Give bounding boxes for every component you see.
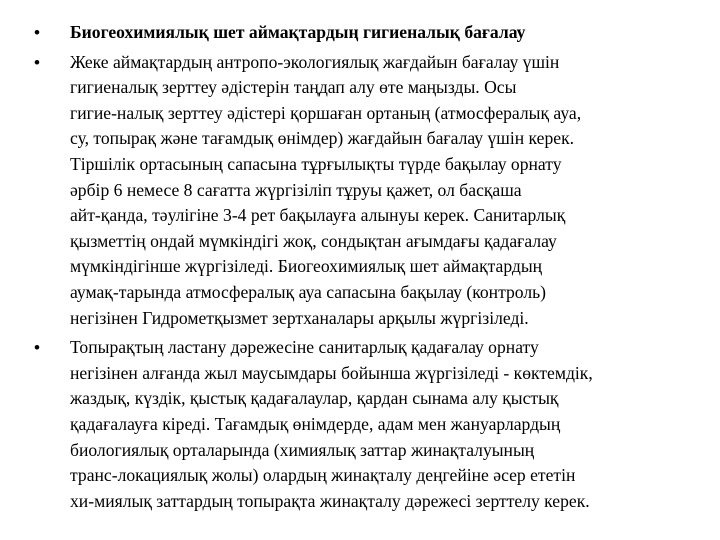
bullet-marker: • xyxy=(34,338,40,358)
bullet-item-title xyxy=(34,20,680,46)
bullet-item-assessment xyxy=(34,50,680,332)
bullet-list xyxy=(34,20,680,514)
bullet-marker: • xyxy=(34,52,40,72)
bullet-paragraph-text: Топырақтың ластану дәрежесіне санитарлық қадағалау орнату негізінен алғанда жыл маусымдары бойынша жүргізіледі - көктемдік, жаздық, күздік, қыстық қадағалаулар, қардан сынама алу қыстық қадағалауға кіреді. Тағамдық өнімдерде, адам мен жануарлардың биологиялық орталарында (химиялық заттар жинақталуының транс-локациялық жолы) олардың жинақталу деңгейіне әсер ететін хи-миялық заттардың топырақта жинақталу дәрежесі зерттелу керек. xyxy=(70,337,593,511)
bullet-marker: • xyxy=(34,23,40,42)
bullet-paragraph-text: Жеке аймақтардың антропо-экологиялық жағдайын бағалау үшін гигиеналық зерттеу әдістерін таңдап алу өте маңызды. Осы гигие-налық зерттеу әдістері қоршаған ортаның (атмосфералық ауа, су, топырақ және тағамдық өнімдер) жағдайын бағалау үшін керек. Тіршілік ортасының сапасына тұрғылықты түрде бақылау орнату әрбір 6 немесе 8 сағатта жүргізіліп тұруы қажет, ол басқаша айт-қанда, тәулігіне 3-4 рет бақылауға алынуы керек. Санитарлық қызметтің ондай мүмкіндігі жоқ, сондықтан ағымдағы қадағалау мүмкіндігінше жүргізіледі. Биогеохимиялық шет аймақтардың аумақ-тарында атмосфералық ауа сапасына бақылау (контроль) негізінен Гидрометқызмет зертханалары арқылы жүргізіледі. xyxy=(70,51,582,328)
bullet-heading-text: Биогеохимиялық шет аймақтардың гигиеналық бағалау xyxy=(70,22,526,42)
bullet-item-soil xyxy=(34,335,680,514)
